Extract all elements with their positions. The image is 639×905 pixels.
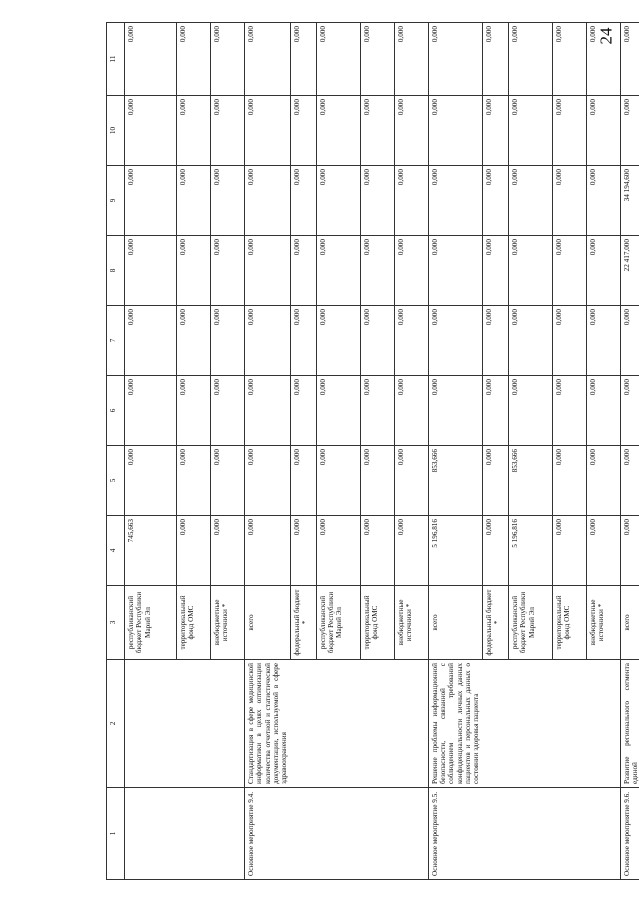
value-cell: 0,000 xyxy=(621,23,639,96)
funding-source-cell: всего xyxy=(621,586,639,660)
value-cell: 0,000 xyxy=(621,96,639,166)
col-header: 2 xyxy=(107,660,125,788)
value-cell: 0,000 xyxy=(177,166,211,236)
value-cell: 0,000 xyxy=(316,236,360,306)
activity-code-cell xyxy=(553,788,587,880)
value-cell: 0,000 xyxy=(428,166,482,236)
funding-source-cell: федеральный бюджет * xyxy=(483,586,509,660)
value-cell: 0,000 xyxy=(394,236,428,306)
value-cell: 0,000 xyxy=(245,376,291,446)
activity-code-cell xyxy=(360,788,394,880)
value-cell: 853,666 xyxy=(509,446,553,516)
table-row xyxy=(177,23,211,880)
col-header: 9 xyxy=(107,166,125,236)
value-cell: 0,000 xyxy=(553,96,587,166)
funding-source-cell: республиканский бюджет Республики Марий Эл xyxy=(316,586,360,660)
activity-name-cell xyxy=(483,660,509,788)
value-cell: 0,000 xyxy=(360,166,394,236)
value-cell: 0,000 xyxy=(587,376,621,446)
value-cell: 0,000 xyxy=(483,516,509,586)
value-cell: 0,000 xyxy=(553,306,587,376)
value-cell: 5 196,816 xyxy=(509,516,553,586)
value-cell: 0,000 xyxy=(290,446,316,516)
value-cell: 0,000 xyxy=(483,446,509,516)
table-row xyxy=(587,23,621,880)
value-cell: 0,000 xyxy=(211,306,245,376)
value-cell: 0,000 xyxy=(211,23,245,96)
funding-source-cell: республиканский бюджет Республики Марий Эл xyxy=(509,586,553,660)
value-cell: 0,000 xyxy=(245,306,291,376)
value-cell: 0,000 xyxy=(360,236,394,306)
funding-source-cell: внебюджетные источники * xyxy=(394,586,428,660)
activity-name-cell xyxy=(316,660,360,788)
value-cell: 0,000 xyxy=(290,376,316,446)
value-cell: 0,000 xyxy=(316,516,360,586)
value-cell: 0,000 xyxy=(211,96,245,166)
value-cell: 745,663 xyxy=(125,516,177,586)
table-row xyxy=(125,23,177,880)
col-header: 5 xyxy=(107,446,125,516)
value-cell: 0,000 xyxy=(125,376,177,446)
activity-name-cell xyxy=(587,660,621,788)
value-cell: 5 196,816 xyxy=(428,516,482,586)
table-row xyxy=(621,23,639,880)
activity-name-cell xyxy=(360,660,394,788)
value-cell: 34 194,600 xyxy=(621,166,639,236)
activity-name-cell xyxy=(509,660,553,788)
table-row xyxy=(211,23,245,880)
value-cell: 0,000 xyxy=(483,376,509,446)
value-cell: 0,000 xyxy=(394,306,428,376)
value-cell: 0,000 xyxy=(125,96,177,166)
col-header: 7 xyxy=(107,306,125,376)
value-cell: 0,000 xyxy=(621,446,639,516)
table-row xyxy=(509,23,553,880)
activity-code-cell: Основное мероприятие 9.4. xyxy=(245,788,291,880)
table-row xyxy=(553,23,587,880)
value-cell: 0,000 xyxy=(125,23,177,96)
value-cell: 0,000 xyxy=(394,23,428,96)
value-cell: 0,000 xyxy=(211,446,245,516)
table-row xyxy=(245,23,291,880)
col-header: 10 xyxy=(107,96,125,166)
value-cell: 0,000 xyxy=(587,446,621,516)
value-cell: 0,000 xyxy=(483,166,509,236)
activity-code-cell xyxy=(211,788,245,880)
activity-name-cell xyxy=(394,660,428,788)
value-cell: 0,000 xyxy=(428,376,482,446)
value-cell: 0,000 xyxy=(394,516,428,586)
value-cell: 0,000 xyxy=(587,23,621,96)
value-cell: 0,000 xyxy=(245,96,291,166)
col-header: 6 xyxy=(107,376,125,446)
value-cell: 0,000 xyxy=(621,376,639,446)
value-cell: 0,000 xyxy=(553,23,587,96)
value-cell: 0,000 xyxy=(211,516,245,586)
value-cell: 0,000 xyxy=(483,236,509,306)
value-cell: 0,000 xyxy=(553,166,587,236)
value-cell: 0,000 xyxy=(428,96,482,166)
value-cell: 0,000 xyxy=(177,376,211,446)
table-container xyxy=(106,23,639,880)
activity-name-cell: Решение проблемы информационной безопасности, связанной с соблюдением требований конфиденциальности личных данных пациентов и персональных данных о состоянии здоровья пациента xyxy=(428,660,482,788)
col-header: 4 xyxy=(107,516,125,586)
table-row xyxy=(316,23,360,880)
value-cell: 0,000 xyxy=(360,376,394,446)
value-cell: 0,000 xyxy=(428,23,482,96)
table-row xyxy=(290,23,316,880)
value-cell: 0,000 xyxy=(245,516,291,586)
value-cell: 0,000 xyxy=(316,306,360,376)
activity-code-cell: Основное мероприятие 9.5. xyxy=(428,788,482,880)
value-cell: 0,000 xyxy=(509,376,553,446)
value-cell: 0,000 xyxy=(245,446,291,516)
col-header: 11 xyxy=(107,23,125,96)
value-cell: 853,666 xyxy=(428,446,482,516)
activity-name-cell xyxy=(290,660,316,788)
funding-source-cell: федеральный бюджет * xyxy=(290,586,316,660)
value-cell: 0,000 xyxy=(553,446,587,516)
value-cell: 0,000 xyxy=(245,166,291,236)
value-cell: 0,000 xyxy=(587,166,621,236)
value-cell: 0,000 xyxy=(483,96,509,166)
value-cell: 0,000 xyxy=(177,236,211,306)
activity-name-cell xyxy=(553,660,587,788)
value-cell: 0,000 xyxy=(316,376,360,446)
funding-source-cell: территориальный фонд ОМС xyxy=(177,586,211,660)
value-cell: 0,000 xyxy=(177,516,211,586)
activity-code-cell xyxy=(290,788,316,880)
value-cell: 0,000 xyxy=(177,306,211,376)
value-cell: 0,000 xyxy=(290,306,316,376)
value-cell: 0,000 xyxy=(360,446,394,516)
value-cell: 0,000 xyxy=(360,23,394,96)
col-header: 8 xyxy=(107,236,125,306)
funding-source-cell: территориальный фонд ОМС xyxy=(360,586,394,660)
value-cell: 0,000 xyxy=(587,236,621,306)
table-body xyxy=(125,23,639,880)
value-cell: 0,000 xyxy=(211,166,245,236)
funding-source-cell: республиканский бюджет Республики Марий Эл xyxy=(125,586,177,660)
activity-name-cell xyxy=(211,660,245,788)
table-row xyxy=(428,23,482,880)
value-cell: 0,000 xyxy=(509,306,553,376)
activity-code-cell: Основное мероприятие 9.6. xyxy=(621,788,639,880)
value-cell: 0,000 xyxy=(290,236,316,306)
value-cell: 0,000 xyxy=(316,23,360,96)
value-cell: 0,000 xyxy=(211,236,245,306)
value-cell: 0,000 xyxy=(394,166,428,236)
value-cell: 0,000 xyxy=(394,376,428,446)
value-cell: 0,000 xyxy=(394,96,428,166)
budget-table xyxy=(106,22,639,880)
value-cell: 0,000 xyxy=(316,96,360,166)
value-cell: 0,000 xyxy=(428,306,482,376)
value-cell: 0,000 xyxy=(125,306,177,376)
value-cell: 0,000 xyxy=(290,23,316,96)
col-header: 3 xyxy=(107,586,125,660)
value-cell: 0,000 xyxy=(360,306,394,376)
value-cell: 0,000 xyxy=(125,166,177,236)
value-cell: 0,000 xyxy=(509,236,553,306)
activity-name-cell: Стандартизация в сфере медицинской информатики в целях оптимизации количества отчетной и статистической документации, используемой в сфере здравоохранения xyxy=(245,660,291,788)
value-cell: 0,000 xyxy=(587,96,621,166)
value-cell: 0,000 xyxy=(483,23,509,96)
value-cell: 0,000 xyxy=(125,446,177,516)
value-cell: 0,000 xyxy=(587,516,621,586)
activity-code-cell xyxy=(394,788,428,880)
value-cell: 22 417,000 xyxy=(621,236,639,306)
table-row xyxy=(483,23,509,880)
value-cell: 0,000 xyxy=(553,376,587,446)
activity-code-cell xyxy=(509,788,553,880)
value-cell: 0,000 xyxy=(509,23,553,96)
value-cell: 0,000 xyxy=(428,236,482,306)
value-cell: 0,000 xyxy=(290,516,316,586)
value-cell: 0,000 xyxy=(316,166,360,236)
header-row xyxy=(107,23,125,880)
activity-name-cell xyxy=(125,660,177,788)
value-cell: 0,000 xyxy=(245,23,291,96)
value-cell: 0,000 xyxy=(177,23,211,96)
value-cell: 0,000 xyxy=(553,236,587,306)
value-cell: 0,000 xyxy=(394,446,428,516)
value-cell: 0,000 xyxy=(125,236,177,306)
funding-source-cell: внебюджетные источники * xyxy=(211,586,245,660)
funding-source-cell: территориальный фонд ОМС xyxy=(553,586,587,660)
funding-source-cell: всего xyxy=(428,586,482,660)
activity-code-cell xyxy=(177,788,211,880)
funding-source-cell: внебюджетные источники * xyxy=(587,586,621,660)
activity-name-cell: Развитие регионального сегмента единой xyxy=(621,660,639,788)
activity-code-cell xyxy=(125,788,177,880)
page-number: 24 xyxy=(596,27,616,45)
value-cell: 0,000 xyxy=(177,96,211,166)
value-cell: 0,000 xyxy=(621,306,639,376)
value-cell: 0,000 xyxy=(553,516,587,586)
value-cell: 0,000 xyxy=(509,96,553,166)
value-cell: 0,000 xyxy=(621,516,639,586)
value-cell: 0,000 xyxy=(245,236,291,306)
table-row xyxy=(394,23,428,880)
value-cell: 0,000 xyxy=(290,96,316,166)
value-cell: 0,000 xyxy=(177,446,211,516)
value-cell: 0,000 xyxy=(483,306,509,376)
activity-name-cell xyxy=(177,660,211,788)
activity-code-cell xyxy=(483,788,509,880)
activity-code-cell xyxy=(587,788,621,880)
value-cell: 0,000 xyxy=(290,166,316,236)
value-cell: 0,000 xyxy=(316,446,360,516)
table-row xyxy=(360,23,394,880)
activity-code-cell xyxy=(316,788,360,880)
value-cell: 0,000 xyxy=(360,516,394,586)
col-header: 1 xyxy=(107,788,125,880)
value-cell: 0,000 xyxy=(509,166,553,236)
value-cell: 0,000 xyxy=(360,96,394,166)
value-cell: 0,000 xyxy=(587,306,621,376)
value-cell: 0,000 xyxy=(211,376,245,446)
funding-source-cell: всего xyxy=(245,586,291,660)
